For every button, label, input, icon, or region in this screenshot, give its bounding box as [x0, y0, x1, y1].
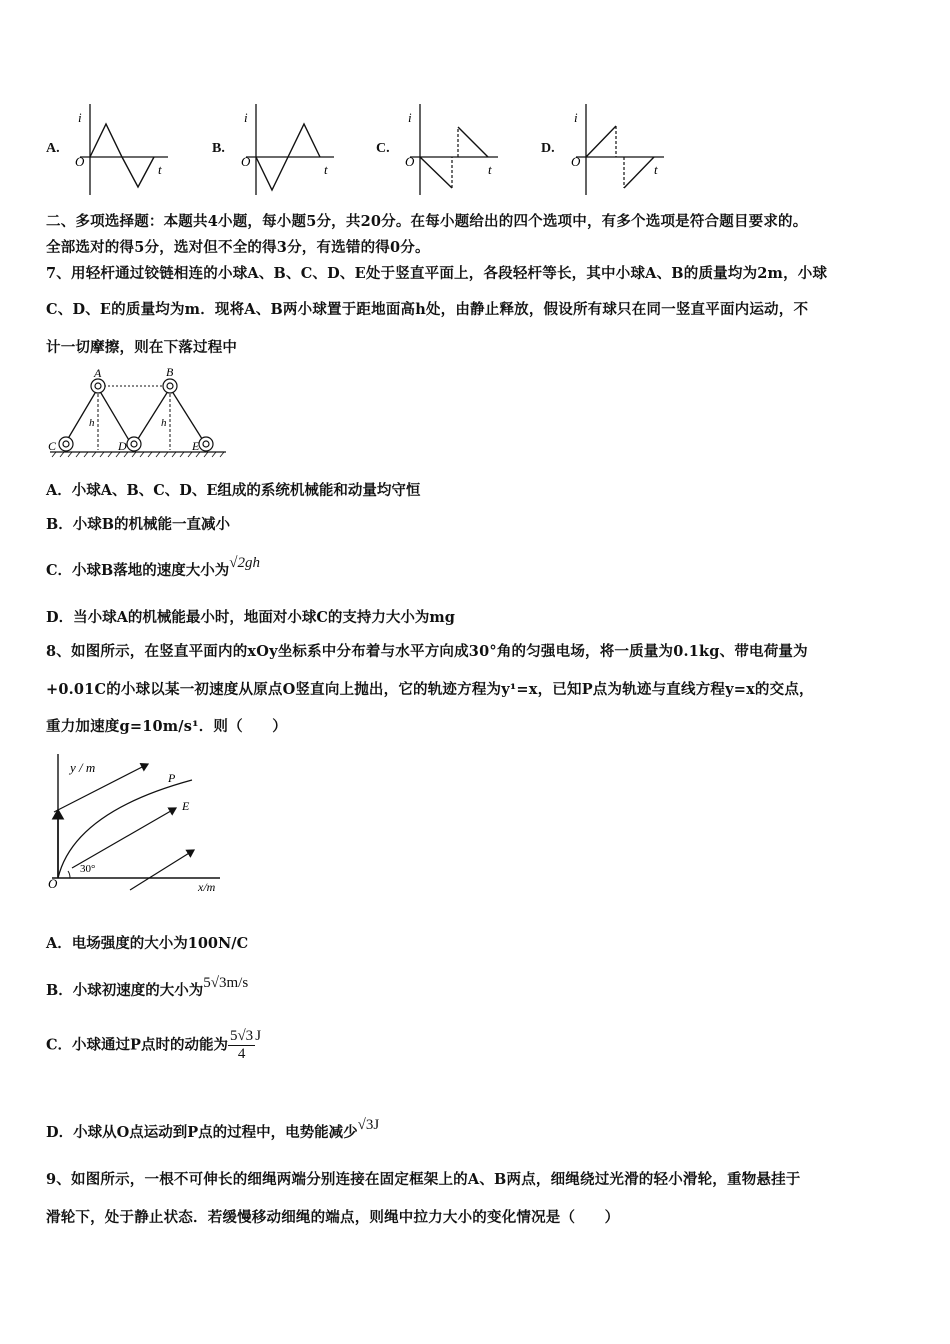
q7-stem-line1: 7、用轻杆通过铰链相连的小球A、B、C、D、E处于竖直平面上，各段轻杆等长，其中小球A、B的质量均为2m，小球 — [46, 265, 828, 282]
q8-option-b-text: B．小球初速度的大小为 — [46, 982, 204, 999]
option-b-label: B. — [212, 141, 225, 156]
axis-t-label: t — [158, 162, 162, 177]
origin-label: O — [571, 154, 581, 169]
q8-option-b — [46, 975, 249, 1000]
q8-stem-line1: 8、如图所示，在竖直平面内的xOy坐标系中分布着与水平方向成30°角的匀强电场，将一质量为0.1kg、带电荷量为 — [46, 643, 808, 660]
axis-i-label: i — [408, 110, 412, 125]
potential-energy-value: √3J — [357, 1117, 380, 1133]
q7-option-b: B．小球B的机械能一直减小 — [46, 516, 231, 533]
option-d-label: D. — [541, 141, 555, 156]
graph-option-b — [236, 100, 346, 200]
ball-b-label: B — [166, 365, 174, 379]
origin-o-label: O — [48, 876, 58, 891]
section2-heading-line1: 二、多项选择题：本题共4小题，每小题5分，共20分。在每小题给出的四个选项中，有多个选项是符合题目要求的。 — [46, 213, 808, 230]
x-axis-label: x/m — [198, 880, 216, 894]
origin-label: O — [75, 154, 85, 169]
q8-option-a: A．电场强度的大小为100N/C — [46, 935, 249, 952]
point-p-label: P — [168, 771, 176, 785]
ball-a-label: A — [94, 366, 102, 380]
y-axis-label: y / m — [70, 760, 96, 775]
height-h-label-right: h — [161, 417, 167, 429]
axis-i-label: i — [574, 110, 578, 125]
q8-option-d-text: D．小球从O点运动到P点的过程中，电势能减少 — [46, 1124, 358, 1141]
angle-30-label: 30° — [80, 863, 96, 875]
q7-option-d: D．当小球A的机械能最小时，地面对小球C的支持力大小为mg — [46, 609, 455, 626]
origin-label: O — [405, 154, 415, 169]
ball-c-label: C — [48, 439, 57, 453]
sqrt-2gh: √2gh — [229, 555, 261, 571]
q8-option-d — [46, 1117, 380, 1142]
section2-heading-line2: 全部选对的得5分，选对但不全的得3分，有选错的得0分。 — [46, 239, 430, 256]
axis-t-label: t — [654, 162, 658, 177]
q7-option-a: A．小球A、B、C、D、E组成的系统机械能和动量均守恒 — [46, 482, 421, 499]
q7-option-c-text: C．小球B落地的速度大小为 — [46, 562, 230, 579]
option-a-label: A. — [46, 141, 60, 156]
graph-option-d — [566, 100, 676, 200]
q7-figure — [44, 362, 234, 466]
axis-i-label: i — [244, 110, 248, 125]
axis-i-label: i — [78, 110, 82, 125]
origin-label: O — [241, 154, 251, 169]
q7-option-c — [46, 555, 261, 580]
axis-t-label: t — [324, 162, 328, 177]
q7-stem-line3: 计一切摩擦，则在下落过程中 — [46, 339, 238, 356]
fraction-denominator: 4 — [237, 1046, 246, 1062]
graph-option-c — [400, 100, 510, 200]
graph-option-a — [70, 100, 180, 200]
fraction-numerator: 5√3 — [229, 1028, 254, 1044]
q8-option-c — [46, 1028, 261, 1063]
energy-unit: J — [255, 1027, 262, 1044]
q9-stem-line2: 滑轮下，处于静止状态．若缓慢移动细绳的端点，则绳中拉力大小的变化情况是（ ） — [46, 1209, 620, 1226]
option-c-label: C. — [376, 141, 390, 156]
q9-stem-line1: 9、如图所示，一根不可伸长的细绳两端分别连接在固定框架上的A、B两点，细绳绕过光滑的轻小滑轮，重物悬挂于 — [46, 1171, 801, 1188]
kinetic-energy-fraction — [228, 1028, 255, 1063]
ball-e-label: E — [192, 439, 200, 453]
q7-stem-line2: C、D、E的质量均为m．现将A、B两小球置于距地面高h处，由静止释放，假设所有球只在同一竖直平面内运动，不 — [46, 301, 809, 318]
q8-stem-line3: 重力加速度g=10m/s¹．则（ ） — [46, 718, 287, 735]
q8-figure — [44, 750, 234, 896]
ball-d-label: D — [118, 439, 127, 453]
field-e-label: E — [182, 799, 190, 813]
height-h-label-left: h — [89, 417, 95, 429]
q8-option-c-text: C．小球通过P点时的动能为 — [46, 1036, 228, 1054]
q8-stem-line2: +0.01C的小球以某一初速度从原点O竖直向上抛出，它的轨迹方程为y¹=x，已知P点为轨迹与直线方程y=x的交点， — [46, 681, 814, 698]
initial-speed-value: 5√3m/s — [203, 975, 249, 991]
axis-t-label: t — [488, 162, 492, 177]
